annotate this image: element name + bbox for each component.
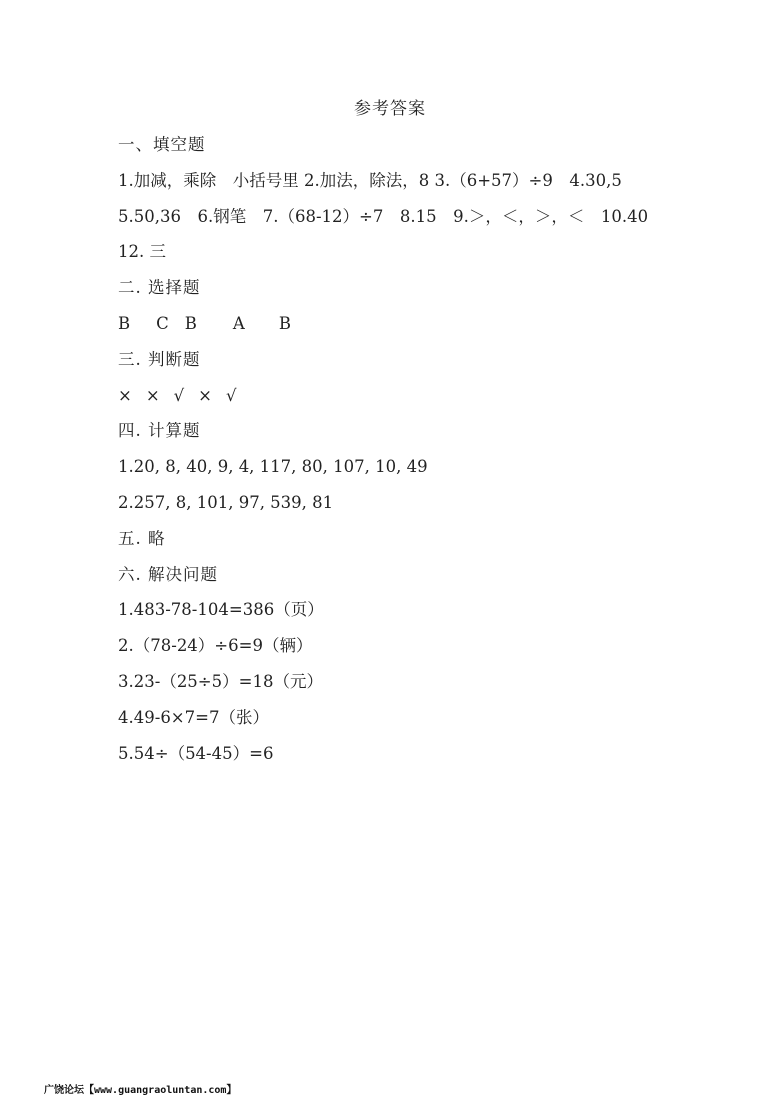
word-problem-answer-1: 1.483-78-104=386（页） [118,600,324,620]
judge-answer-3: √ [173,385,185,405]
choice-answer-2: C [156,313,169,333]
choice-answers [118,309,718,345]
judge-answer-5: √ [226,385,237,405]
choice-answer-5: B [278,313,291,333]
section-judge-heading: 三. 判断题 [118,349,201,369]
word-problem-answer-3: 3.23-（25÷5）=18（元） [118,671,323,691]
fill-blank-answers-line-3: 12. 三 [118,242,166,262]
calculation-answers-line-1: 1.20, 8, 40, 9, 4, 117, 80, 107, 10, 49 [118,457,428,477]
fill-blank-answers-line-1: 1.加减，乘除 小括号里 2.加法，除法，8 3.（6+57）÷9 4.30,5 [118,170,622,190]
choice-answer-1: B [118,313,131,333]
judge-answer-2: × [145,385,160,405]
fill-blank-answers-line-2: 5.50,36 6.钢笔 7.（68-12）÷7 8.15 9.＞，＜，＞，＜ 10.40 [118,206,649,226]
answer-content [118,130,718,774]
word-problem-answer-5: 5.54÷（54-45）=6 [118,743,274,763]
section-word-problems-heading: 六. 解决问题 [118,564,218,584]
page-title: 参考答案 [354,99,426,119]
calculation-answers-line-2: 2.257, 8, 101, 97, 539, 81 [118,492,334,512]
section-fill-blank-heading: 一、填空题 [118,135,206,154]
choice-answer-4: A [232,313,245,333]
choice-answer-3: B [184,313,197,333]
word-problem-answer-2: 2.（78-24）÷6=9（辆） [118,636,313,656]
section-choice-heading: 二. 选择题 [118,278,201,298]
section-calculation-heading: 四. 计算题 [118,421,201,441]
judge-answers [118,381,718,417]
word-problem-answer-4: 4.49-6×7=7（张） [118,707,269,727]
judge-answer-4: × [198,385,212,405]
footer-watermark: 广饶论坛【www.guangraoluntan.com】 [44,1085,237,1096]
judge-answer-1: × [118,385,132,405]
section-omitted-heading: 五. 略 [118,528,166,548]
